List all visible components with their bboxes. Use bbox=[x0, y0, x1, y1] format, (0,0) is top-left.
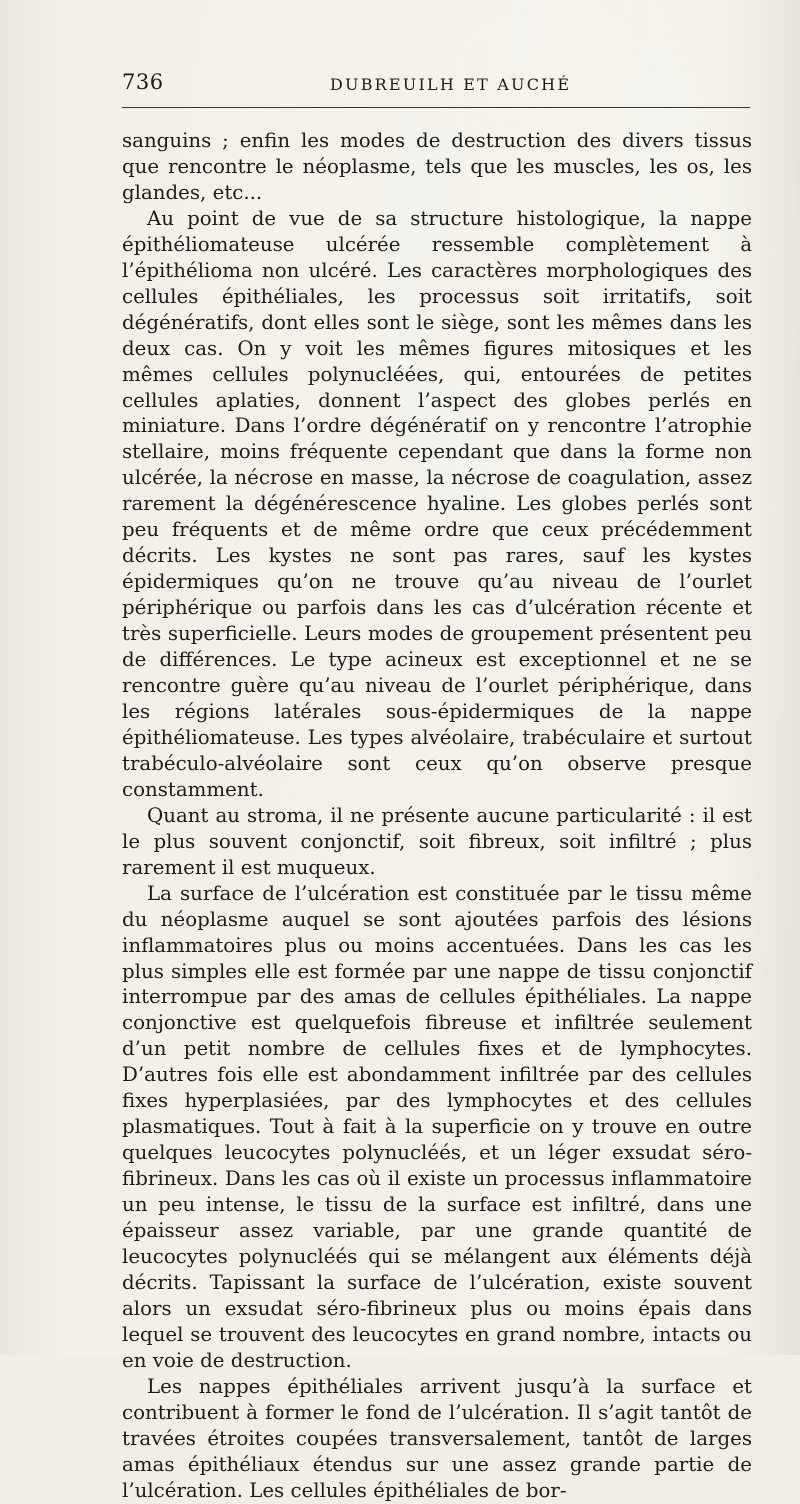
header-rule bbox=[122, 107, 750, 108]
paragraph-surface: La surface de l’ulcération est constituée par le tissu même du néoplasme auquel se sont ajoutées parfois des lésions inflammatoires plus ou moins accentuées. Dans les cas les plus simples elle est formée par une nappe de tissu conjonctif interrompue par des amas de cellules épithéliales. La nappe conjonctive est quelquefois fibreuse et infiltrée seulement d’un petit nombre de cellules fixes et de lymphocytes. D’autres fois elle est abondamment infiltrée par des cellules fixes hyperplasiées, par des lymphocytes et des cellules plasmatiques. Tout à fait à la superficie on y trouve en outre quelques leucocytes polynucléés, et un léger exsudat séro-fibrineux. Dans les cas où il existe un processus inflammatoire un peu intense, le tissu de la surface est infiltré, dans une épaisseur assez variable, par une grande quantité de leucocytes polynucléés qui se mélangent aux éléments déjà décrits. Tapissant la surface de l’ulcération, existe souvent alors un exsudat séro-fibrineux plus ou moins épais dans lequel se trouvent des leucocytes en grand nombre, intacts ou en voie de destruction. bbox=[122, 881, 752, 1372]
paragraph-structure: Au point de vue de sa structure histologique, la nappe épithéliomateuse ulcérée ressemble complètement à l’épithélioma non ulcéré. Les caractères morphologiques des cellules épithéliales, les processus soit irritatifs, soit dégénératifs, dont elles sont le siège, sont les mêmes dans les deux cas. On y voit les mêmes figures mitosiques et les mêmes cellules polynucléées, qui, entourées de petites cellules aplaties, donnent l’aspect des globes perlés en miniature. Dans l’ordre dégénératif on y rencontre l’atrophie stellaire, moins fréquente cependant que dans la forme non ulcérée, la nécrose en masse, la nécrose de coagulation, assez rarement la dégénérescence hyaline. Les globes perlés sont peu fréquents et de même ordre que ceux précédemment décrits. Les kystes ne sont pas rares, sauf les kystes épidermiques qu’on ne trouve qu’au niveau de l’ourlet périphérique ou parfois dans les cas d’ulcération récente et très superficielle. Leurs modes de groupement présentent peu de différences. Le type acineux est exceptionnel et ne se rencontre guère qu’au niveau de l’ourlet périphérique, dans les régions latérales sous-épidermiques de la nappe épithéliomateuse. Les types alvéolaire, trabéculaire et surtout trabéculo-alvéolaire sont ceux qu’on observe presque constamment. bbox=[122, 206, 752, 801]
paragraph-continuation: sanguins ; enfin les modes de destruction des divers tissus que rencontre le néoplasme, tels que les muscles, les os, les glandes, etc... bbox=[122, 129, 752, 204]
paragraph-stroma: Quant au stroma, il ne présente aucune particularité : il est le plus souvent conjonctif, soit fibreux, soit infiltré ; plus rarement il est muqueux. bbox=[122, 803, 752, 879]
running-title: DUBREUILH ET AUCHÉ bbox=[330, 75, 572, 94]
paragraph-epithelial-layers: Les nappes épithéliales arrivent jusqu’à la surface et contribuent à former le fond de l’ulcération. Il s’agit tantôt de travées étroites coupées transversalement, tantôt de larges amas épithéliaux étendus sur une assez grande partie de l’ulcération. Les cellules épithéliales de bor- bbox=[122, 1374, 752, 1502]
body-text bbox=[122, 128, 752, 1504]
page-header bbox=[122, 70, 750, 104]
page-number: 736 bbox=[122, 70, 164, 94]
